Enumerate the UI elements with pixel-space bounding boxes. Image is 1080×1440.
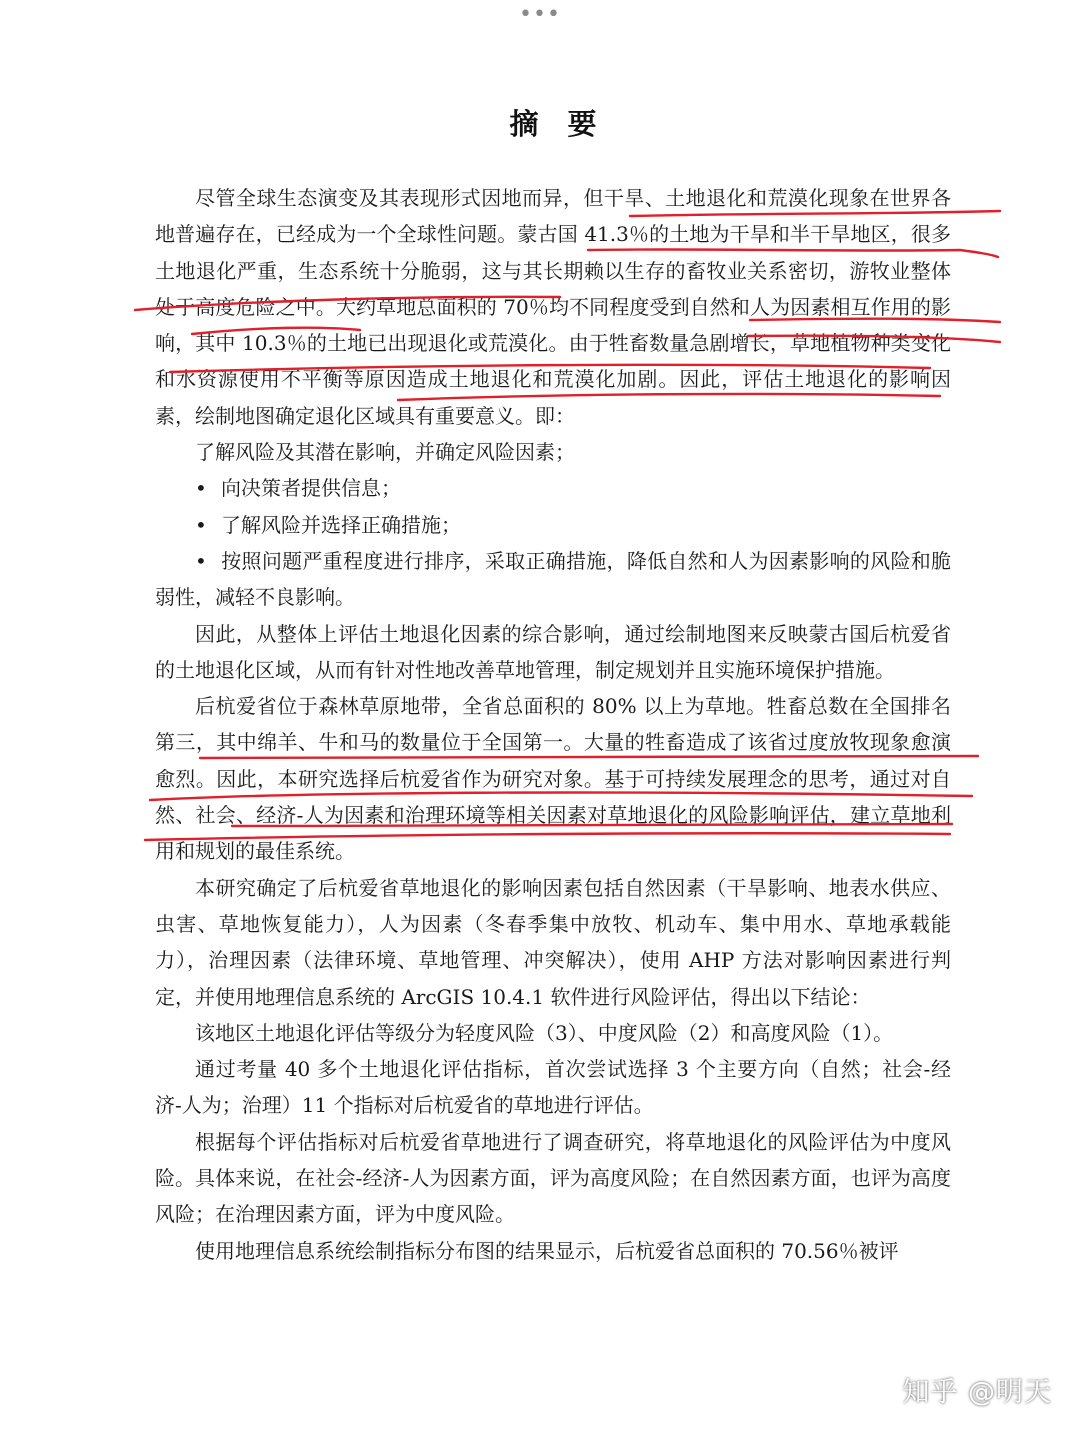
- paragraph-assessment: 因此，从整体上评估土地退化因素的综合影响，通过绘制地图来反映蒙古国后杭爱省的土地退化区域，从而有针对性地改善草地管理，制定规划并且实施环境保护措施。: [155, 621, 951, 682]
- paragraph-intro: 尽管全球生态演变及其表现形式因地而异，但干旱、土地退化和荒漠化现象在世界各地普遍存在，已经成为一个全球性问题。蒙古国 41.3％的土地为干旱和半干旱地区，很多土地退化严重，生态系统十分脆弱，这与其长期赖以生存的畜牧业关系密切，游牧业整体处于高度危险之中。大约草地总面积的 70％均不同程度受到自然和人为因素相互作用的影响，其中 10.3％的土地已出现退化或荒漠化。由于牲畜数量急剧增长，草地植物种类变化和水资源使用不平衡等原因造成土地退化和荒漠化加剧。因此，评估土地退化的影响因素，绘制地图确定退化区域具有重要意义。即：: [155, 186, 951, 428]
- bullet-icon: •: [195, 512, 207, 537]
- bullet-icon: •: [195, 476, 207, 501]
- paragraph-results: 根据每个评估指标对后杭爱省草地进行了调查研究，将草地退化的风险评估为中度风险。具体来说，在社会-经济-人为因素方面，评为高度风险；在自然因素方面，也评为高度风险；在治理因素方面，评为中度风险。: [155, 1129, 951, 1227]
- bullet-item: [155, 507, 951, 543]
- paragraph-study-area: 后杭爱省位于森林草原地带，全省总面积的 80% 以上为草地。牲畜总数在全国排名第三，其中绵羊、牛和马的数量位于全国第一。大量的牲畜造成了该省过度放牧现象愈演愈烈。因此，本研究选择后杭爱省作为研究对象。基于可持续发展理念的思考，通过对自然、社会、经济-人为因素和治理环境等相关因素对草地退化的风险影响评估，建立草地利用和规划的最佳系统。: [155, 694, 951, 864]
- bullet-text: 向决策者提供信息；: [221, 476, 401, 501]
- paragraph-risk-levels: 该地区土地退化评估等级分为轻度风险（3）、中度风险（2）和高度风险（1）。: [195, 1020, 894, 1045]
- paragraph-indicators: 通过考量 40 多个土地退化评估指标，首次尝试选择 3 个主要方向（自然；社会-经济-人为；治理）11 个指标对后杭爱省的草地进行评估。: [155, 1057, 951, 1118]
- more-options-icon[interactable]: •••: [519, 2, 561, 27]
- paragraph-factors: 本研究确定了后杭爱省草地退化的影响因素包括自然因素（干旱影响、地表水供应、虫害、草地恢复能力），人为因素（冬春季集中放牧、机动车、集中用水、草地承载能力），治理因素（法律环境、草地管理、冲突解决），使用 AHP 方法对影响因素进行判定，并使用地理信息系统的 ArcGIS 10.4.1 软件进行风险评估，得出以下结论：: [155, 875, 951, 1009]
- bullet-icon: •: [195, 548, 207, 573]
- page-title: 摘 要: [509, 107, 597, 141]
- bullet-item: [155, 470, 951, 506]
- bullet-item: [155, 543, 951, 616]
- bullet-text: 了解风险并选择正确措施；: [221, 512, 461, 537]
- watermark: 知乎 @明天: [902, 1377, 1052, 1408]
- abstract-body: [155, 180, 951, 1269]
- paragraph-lead: 了解风险及其潜在影响，并确定风险因素；: [195, 440, 575, 465]
- bullet-text: 按照问题严重程度进行排序，采取正确措施，降低自然和人为因素影响的风险和脆弱性，减轻不良影响。: [155, 548, 951, 610]
- paragraph-gis: 使用地理信息系统绘制指标分布图的结果显示，后杭爱省总面积的 70.56％被评: [195, 1238, 899, 1263]
